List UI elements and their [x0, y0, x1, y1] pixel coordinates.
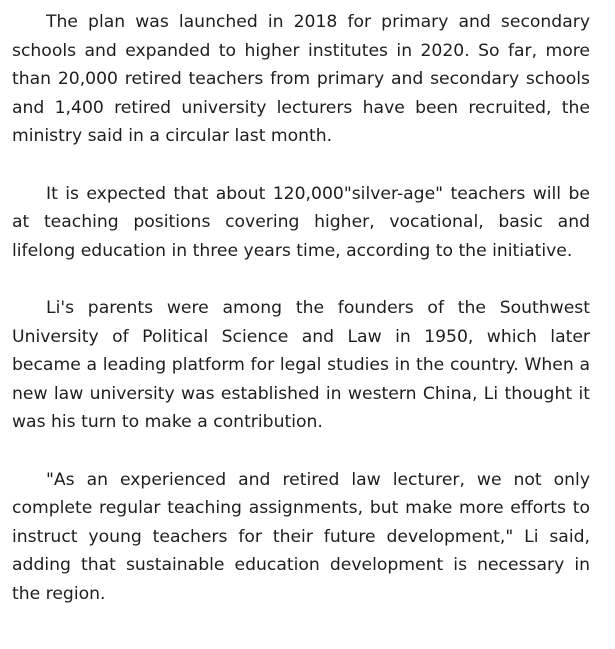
paragraph-1: The plan was launched in 2018 for primary and secondary schools and expanded to higher institutes in 2020. So far, more than 20,000 retired teachers from primary and secondary schools and 1,400 retired university lecturers have been recruited, the ministry said in a circular last month.: [12, 12, 590, 147]
paragraph-4: "As an experienced and retired law lecturer, we not only complete regular teaching assignments, but make more efforts to instruct young teachers for their future development," Li said, adding that sustainable education development is necessary in the region.: [12, 469, 590, 604]
paragraph-2: It is expected that about 120,000"silver-age" teachers will be at teaching positions covering higher, vocational, basic and lifelong education in three years time, according to the initiative.: [12, 183, 590, 261]
paragraph-3: Li's parents were among the founders of the Southwest University of Political Science and Law in 1950, which later became a leading platform for legal studies in the country. When a new law university was established in western China, Li thought it was his turn to make a contribution.: [12, 297, 590, 433]
article-body: [12, 8, 590, 608]
